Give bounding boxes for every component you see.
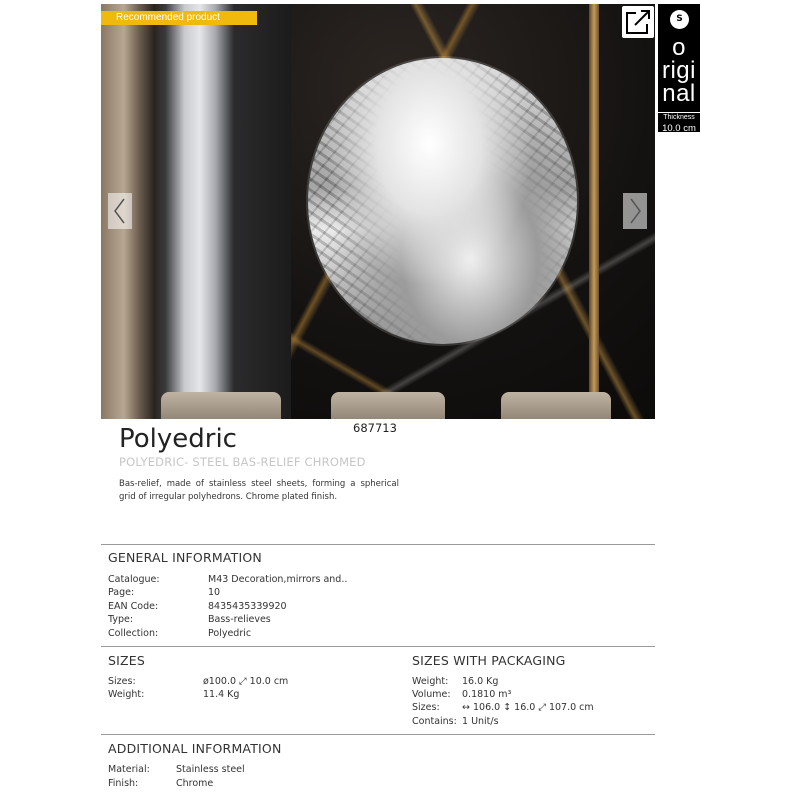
brand-word-line: o <box>672 34 686 61</box>
expand-button[interactable] <box>622 6 654 38</box>
additional-label: Finish: <box>108 778 139 789</box>
polyedric-mirror <box>308 58 577 344</box>
info-label: Collection: <box>108 628 159 639</box>
chevron-left-icon <box>108 193 132 229</box>
general-info-heading: GENERAL INFORMATION <box>108 550 262 565</box>
additional-label: Material: <box>108 764 150 775</box>
chevron-right-icon <box>623 193 647 229</box>
product-subtitle: POLYEDRIC- STEEL BAS-RELIEF CHROMED <box>119 455 366 469</box>
size-label: Weight: <box>108 689 145 700</box>
section-divider <box>101 734 655 735</box>
thickness-label: Thickness <box>663 114 695 121</box>
product-description: Bas-relief, made of stainless steel sheets, forming a spherical grid of irregular polyhedrons. Chrome plated finish. <box>119 479 399 502</box>
packaging-value: 16.0 Kg <box>462 676 499 687</box>
product-title: Polyedric <box>119 424 237 454</box>
additional-value: Chrome <box>176 778 214 789</box>
cushion <box>501 392 611 419</box>
additional-info-heading: ADDITIONAL INFORMATION <box>108 741 282 756</box>
brand-word-line: rigi <box>661 57 696 84</box>
packaging-value: 1 Unit/s <box>462 716 499 727</box>
cushion <box>331 392 445 419</box>
packaging-label: Sizes: <box>412 702 440 713</box>
info-value: Polyedric <box>208 628 252 639</box>
original-brand-badge <box>658 4 700 132</box>
section-divider <box>101 646 655 647</box>
section-divider <box>101 544 655 545</box>
packaging-label: Weight: <box>412 676 449 687</box>
gold-post <box>589 4 599 419</box>
recommended-badge: Recommended product <box>101 11 257 25</box>
sofa-cushions <box>161 392 655 419</box>
packaging-heading: SIZES WITH PACKAGING <box>412 653 566 668</box>
packaging-label: Volume: <box>412 689 451 700</box>
info-label: Type: <box>108 614 134 625</box>
info-value: 10 <box>208 587 221 598</box>
sizes-heading: SIZES <box>108 653 146 668</box>
info-label: Catalogue: <box>108 574 160 585</box>
brand-divider <box>658 112 700 113</box>
info-value: 8435435339920 <box>208 601 287 612</box>
info-label: Page: <box>108 587 135 598</box>
prev-image-button[interactable] <box>108 193 132 229</box>
additional-value: Stainless steel <box>176 764 245 775</box>
packaging-value: 0.1810 m³ <box>462 689 512 700</box>
next-image-button[interactable] <box>623 193 647 229</box>
packaging-label: Contains: <box>412 716 457 727</box>
product-reference: 687713 <box>353 421 397 435</box>
brand-wordmark <box>658 36 700 105</box>
packaging-value: ↔ 106.0 ↕ 16.0 ⤢ 107.0 cm <box>462 702 594 713</box>
size-label: Sizes: <box>108 676 136 687</box>
brand-logo: S <box>670 10 689 29</box>
cushion <box>161 392 281 419</box>
brand-word-line: nal <box>662 80 696 107</box>
product-image[interactable] <box>101 4 655 419</box>
expand-icon <box>622 6 654 38</box>
info-value: Bass-relieves <box>208 614 271 625</box>
info-label: EAN Code: <box>108 601 159 612</box>
size-value: ø100.0 ⤢ 10.0 cm <box>203 676 289 687</box>
info-value: M43 Decoration,mirrors and.. <box>208 574 348 585</box>
size-value: 11.4 Kg <box>203 689 240 700</box>
thickness-value: 10.0 cm <box>662 123 696 134</box>
